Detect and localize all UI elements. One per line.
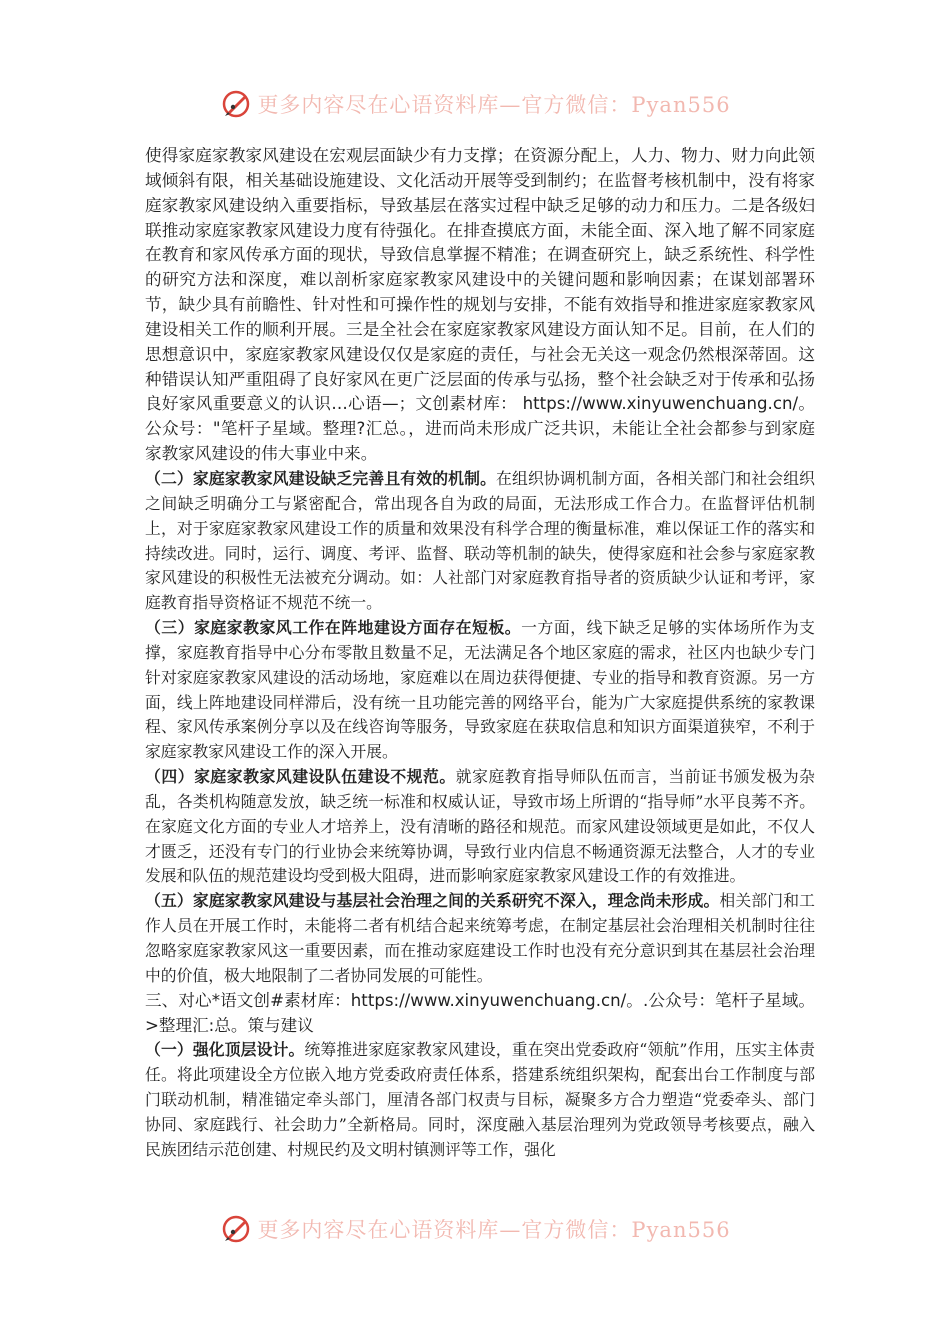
section-heading-6: （一）强化顶层设计。 (145, 1040, 305, 1060)
paragraph-6 (145, 1038, 815, 1162)
header-watermark-text: 更多内容尽在心语资料库—官方微信：Pyan556 (257, 93, 731, 117)
pen-logo-icon (219, 1212, 253, 1246)
section-heading-4: （四）家庭家教家风建设队伍建设不规范。 (145, 767, 456, 787)
section-heading-3: （三）家庭家教家风工作在阵地建设方面存在短板。 (145, 618, 522, 638)
footer-watermark-banner (0, 1209, 950, 1249)
section-heading-5: （五）家庭家教家风建设与基层社会治理之间的关系研究不深入，理念尚未形成。 (145, 891, 720, 911)
paragraph-5-text: 相关部门和工作人员在开展工作时，未能将二者有机结合起来统筹考虑，在制定基层社会治理相关机制时往往忽略家庭家教家风这一重要因素，而在推动家庭建设工作时也没有充分意识到其在基层社会治理中的价值，极大地限制了二者协同发展的可能性。 (145, 891, 815, 985)
section-three-title: 三、对心*语文创#素材库：https://www.xinyuwenchuang.cn/。.公众号：笔杆子星域。>整理汇:总。策与建议 (145, 990, 815, 1035)
paragraph-6-text: 统筹推进家庭家教家风建设，重在突出党委政府“领航”作用，压实主体责任。将此项建设全方位嵌入地方党委政府责任体系，搭建系统组织架构，配套出台工作制度与部门联动机制，精准锚定牵头部门，厘清各部门权责与目标，凝聚多方合力塑造“党委牵头、部门协同、家庭践行、社会助力”全新格局。同时，深度融入基层治理列为党政领导考核要点，融入民族团结示范创建、村规民约及文明村镇测评等工作，强化 (145, 1040, 815, 1159)
paragraph-5 (145, 889, 815, 988)
section-heading-2: （二）家庭家教家风建设缺乏完善且有效的机制。 (145, 468, 497, 488)
paragraph-2 (145, 467, 815, 616)
paragraph-4 (145, 765, 815, 889)
paragraph-3 (145, 616, 815, 765)
header-watermark-banner (0, 84, 950, 124)
footer-watermark-text: 更多内容尽在心语资料库—官方微信：Pyan556 (257, 1218, 731, 1242)
paragraph-2-text: 在组织协调机制方面，各相关部门和社会组织之间缺乏明确分工与紧密配合，常出现各自为政的局面，无法形成工作合力。在监督评估机制上，对于家庭家教家风建设工作的质量和效果没有科学合理的衡量标准，难以保证工作的落实和持续改进。同时，运行、调度、考评、监督、联动等机制的缺失，使得家庭和社会参与家庭家教家风建设的积极性无法被充分调动。如：人社部门对家庭教育指导者的资质缺少认证和考评，家庭教育指导资格证不规范不统一。 (145, 468, 815, 613)
paragraph-1: 使得家庭家教家风建设在宏观层面缺少有力支撑；在资源分配上，人力、物力、财力向此领域倾斜有限，相关基础设施建设、文化活动开展等受到制约；在监督考核机制中，没有将家庭家教家风建设纳入重要指标，导致基层在落实过程中缺乏足够的动力和压力。二是各级妇联推动家庭家教家风建设力度有待强化。在排查摸底方面，未能全面、深入地了解不同家庭在教育和家风传承方面的现状，导致信息掌握不精准；在调查研究上，缺乏系统性、科学性的研究方法和深度，难以剖析家庭家教家风建设中的关键问题和影响因素；在谋划部署环节，缺少具有前瞻性、针对性和可操作性的规划与安排，不能有效指导和推进家庭家教家风建设相关工作的顺利开展。三是全社会在家庭家教家风建设方面认知不足。目前，在人们的思想意识中，家庭家教家风建设仅仅是家庭的责任，与社会无关这一观念仍然根深蒂固。这种错误认知严重阻碍了良好家风在更广泛层面的传承与弘扬，整个社会缺乏对于传承和弘扬良好家风重要意义的认识…心语—；文创素材库： https://www.xinyuwenchuang.cn/。公众号："笔杆子星域。整理?汇总。，进而尚未形成广泛共识，未能让全社会都参与到家庭家教家风建设的伟大事业中来。 (145, 146, 815, 464)
paragraph-4-text: 就家庭教育指导师队伍而言，当前证书颁发极为杂乱，各类机构随意发放，缺乏统一标准和权威认证，导致市场上所谓的“指导师”水平良莠不齐。在家庭文化方面的专业人才培养上，没有清晰的路径和规范。而家风建设领域更是如此，不仅人才匮乏，还没有专门的行业协会来统筹协调，导致行业内信息不畅通资源无法整合，人才的专业发展和队伍的规范建设均受到极大阻碍，进而影响家庭家教家风建设工作的有效推进。 (145, 767, 815, 886)
document-body (145, 144, 815, 1163)
pen-logo-icon (219, 87, 253, 121)
paragraph-3-text: 一方面，线下缺乏足够的实体场所作为支撑，家庭教育指导中心分布零散且数量不足，无法满足各个地区家庭的需求，社区内也缺少专门针对家庭家教家风建设的活动场地，家庭难以在周边获得便捷、专业的指导和教育资源。另一方面，线上阵地建设同样滞后，没有统一且功能完善的网络平台，能为广大家庭提供系统的家教课程、家风传承案例分享以及在线咨询等服务，导致家庭在获取信息和知识方面渠道狭窄，不利于家庭家教家风建设工作的深入开展。 (145, 618, 815, 762)
